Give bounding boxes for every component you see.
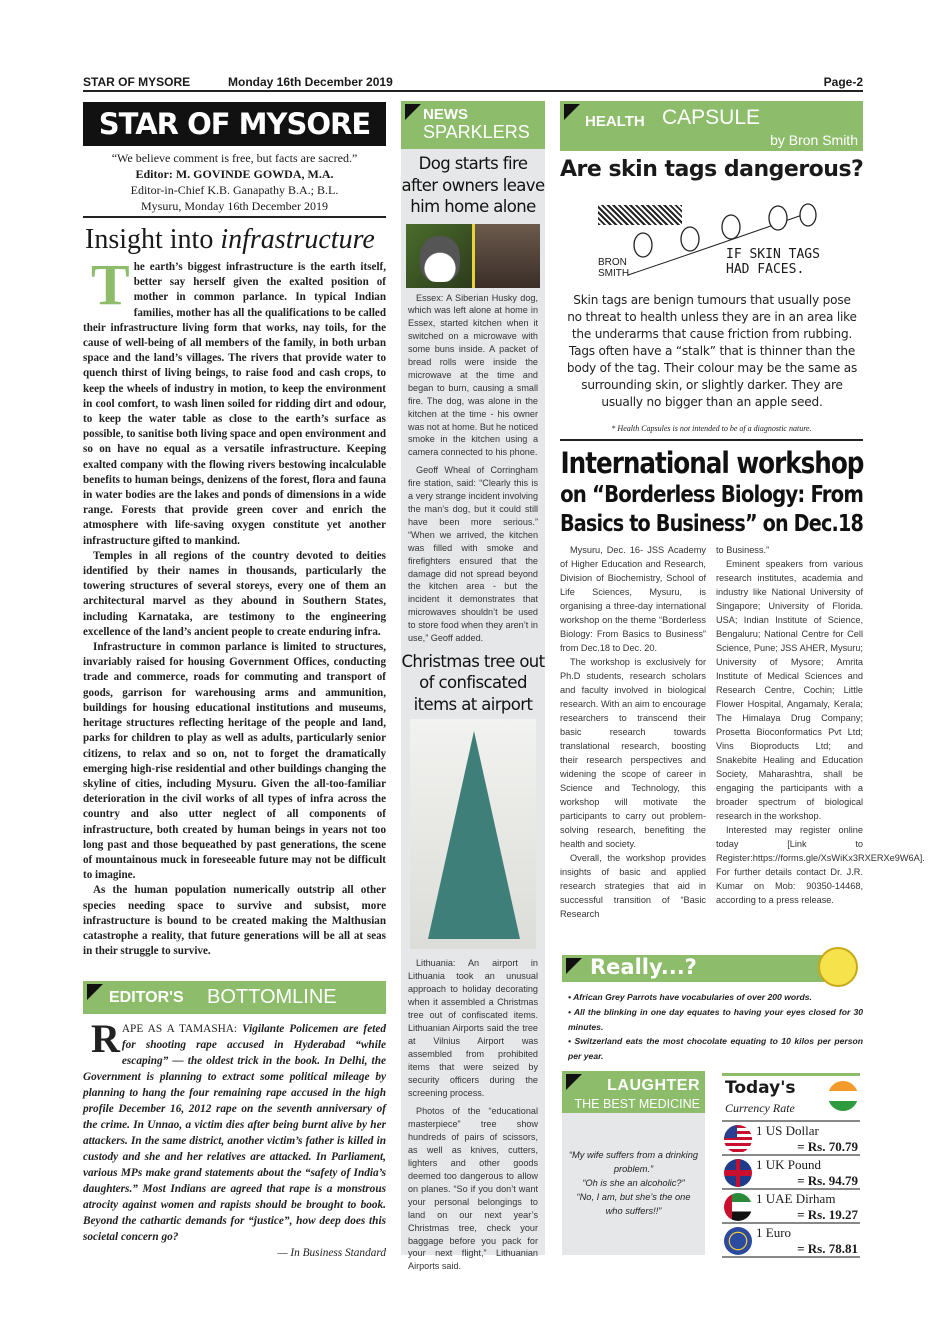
fact-item: • African Grey Parrots have vocabularies of over 200 words. xyxy=(568,992,812,1002)
paragraph: The workshop is exclusively for Ph.D students, research scholars and faculty involved in biological research. With an aim to encourage researchers to transcend their basic research towards translational research, boosting their research perspectives and widening the scope of career in Science and Technology, this workshop will motivate the participants to carry out problem-solving research, benefiting the health and society. xyxy=(560,657,706,849)
paragraph: Interested may register online today [Link to Register:https://forms.gle/XsWiKx3RXERXe9W6A]. For further details contact Dr. J.R. Kumar on Mob: 90350-14468, according to a press release. xyxy=(716,825,925,905)
header-paper: STAR OF MYSORE xyxy=(83,75,191,89)
bottomline-text: Vigilante Policemen are feted for shooting rape accused in Hyderabad “while escaping” — the oldest trick in the book. In Delhi, the Government is planning to extract some political mileage by planning to hang the four remaining rape accused in the high profile December 16, 2012 rape on the seventh anniversary of the crime. In Unnao, a victim dies after being burnt alive by her attackers. In the same district, another victim’s father is killed in custody and she and her relatives are attacked. In Parliament, various MPs make grand statements about the “safety of India’s daughters.” Most Indians are agreed that rape is a monstrous atrocity against women and rapists should be brought to book. Beyond the cathartic demands for “justice”, how deep does this societal concern go? xyxy=(83,1023,387,1243)
really-list xyxy=(568,990,863,1064)
husky-image xyxy=(406,224,472,288)
story-headline: Dog starts fire after owners leave him home alone xyxy=(401,154,545,216)
bottomline-body xyxy=(83,1016,387,1261)
editorial-body xyxy=(83,252,386,959)
currency-value: = Rs. 94.79 xyxy=(797,1173,858,1188)
dog-photo xyxy=(406,224,540,288)
laughter-header xyxy=(562,1071,705,1113)
cartoon-signature: BRON SMITH xyxy=(598,257,630,279)
workshop-col2 xyxy=(716,543,925,907)
paragraph: Infrastructure in common parlance is limited to structures, invariably raised for housing Government Offices, conducting trade and commerce, roads for commuting and transport of goods, garrison for warehousing arms and ammunition, buildings for housing educational institutions and museums, heritage structures reflecting heritage of the people and land, parks for children to play as well as adults, particularly senior citizens, to relax and so on, not to forget the dramatically emerging high-rise residential and other buildings changing the skyline of cities, including Mysuru. Given the all-too-familiar deterioration in the civil works of all types of infra across the country and also utter neglect of all components of infrastructure, both created by human beings in years not too long past and those bequeathed by past generations, the scene of mountainous muck in foreseeable future may not be difficult to imagine. xyxy=(83,641,386,882)
label-light: SPARKLERS xyxy=(423,122,530,142)
headline-line: International workshop xyxy=(560,446,863,480)
paragraph: to Business.” xyxy=(716,545,770,555)
source: — In Business Standard xyxy=(277,1247,386,1259)
divider xyxy=(83,216,386,218)
us-flag-icon xyxy=(724,1125,752,1153)
label-bold: NEWS xyxy=(423,106,468,123)
paragraph: Essex: A Siberian Husky dog, which was left alone at home in Essex, started kitchen when it switched on a microwave with some buns inside. A packet of bread rolls were inside the microwave at the time and began to burn, causing a small fire. The dog, was alone in the kitchen at the time - his owner was not at home. But he noticed smoke in the kitchen using a camera connected to his phone. xyxy=(408,292,538,458)
cartoon-caption: IF SKIN TAGS HAD FACES. xyxy=(726,247,820,277)
chief-editor-line: Editor-in-Chief K.B. Ganapathy B.A.; B.L. xyxy=(130,183,339,197)
paragraph: Geoff Wheal of Corringham fire station, said: “Clearly this is a very strange incident involving the man’s dog, but it could still have been more serious.” “When we arrived, the kitchen was filled with smoke and firefighters ensured that the damage did not spread beyond the kitchen area - but the incident it demonstrates that microwaves shouldn’t be used to store food when they aren’t in use,” Geoff added. xyxy=(408,465,538,644)
label-light: BOTTOMLINE xyxy=(207,986,337,1008)
really-header xyxy=(562,955,832,982)
divider xyxy=(560,439,863,441)
story2-body xyxy=(401,949,545,1273)
label-light: THE BEST MEDICINE xyxy=(574,1097,700,1111)
currency-name: 1 US Dollar xyxy=(756,1123,819,1138)
title-plain: Insight into xyxy=(85,224,221,255)
paragraph: Photos of the “educational masterpiece” tree show hundreds of pairs of scissors, as well as knives, cutters, lighters and other goods deemed too dangerous to allow on planes. “So if you don’t want your personal belongings to land on our next year’s Christmas tree, check your baggage before you pack for your next flight,” Lithuanian Airports said. xyxy=(408,1106,538,1272)
headline-line: on “Borderless Biology: From xyxy=(560,482,864,508)
corner-mark xyxy=(564,104,580,120)
kitchen-image xyxy=(475,224,541,288)
header-date: Monday 16th December 2019 xyxy=(228,75,393,89)
masthead-info xyxy=(83,150,386,214)
health-disclaimer: * Health Capsules is not intended to be of a diagnostic nature. xyxy=(611,424,812,433)
currency-header xyxy=(722,1076,860,1122)
label: Really...? xyxy=(590,955,697,979)
currency-row-aed xyxy=(722,1190,860,1224)
paragraph: As the human population numerically outstrip all other species needing space to survive and subsist, more infrastructure is bound to be created making the Malthusian catastrophe a reality, that future generations will be all at seas in their struggle to survive. xyxy=(83,884,386,958)
motto: “We believe comment is free, but facts are sacred.” xyxy=(111,151,358,165)
health-headline: Are skin tags dangerous? xyxy=(560,157,864,182)
lead: APE AS A TAMASHA: xyxy=(121,1023,238,1035)
eu-flag-icon xyxy=(724,1227,752,1255)
uae-flag-icon xyxy=(724,1193,752,1221)
corner-mark xyxy=(87,984,103,1000)
currency-row-usd xyxy=(722,1122,860,1156)
dropcap: R xyxy=(91,1016,120,1061)
paragraph: Mysuru, Dec. 16- JSS Academy of Higher Education and Research, Division of Biochemistry, School of Life Sciences, Mysuru, is organising a three-day international workshop on the theme “Borderless Biology: From Basics to Business” from Dec.18 to Dec. 20. xyxy=(560,545,706,653)
christmas-tree-photo xyxy=(410,719,536,949)
joke-line: “No, I am, but she’s the one who suffers!!” xyxy=(576,1192,691,1216)
workshop-headline xyxy=(560,446,863,539)
editor-line: Editor: M. GOVINDE GOWDA, M.A. xyxy=(135,167,334,181)
story-headline: Christmas tree out of confiscated items at airport xyxy=(401,651,545,714)
headline-line: Basics to Business” on Dec.18 xyxy=(559,511,864,537)
currency-subtitle: Currency Rate xyxy=(725,1101,795,1115)
story1-body xyxy=(401,288,545,645)
corner-mark xyxy=(566,1074,582,1090)
corner-mark xyxy=(405,104,421,120)
currency-value: = Rs. 70.79 xyxy=(797,1139,858,1154)
currency-name: 1 Euro xyxy=(756,1225,792,1240)
label-bold: LAUGHTER xyxy=(607,1077,700,1094)
skin-tags-cartoon xyxy=(598,203,818,283)
currency-row-eur xyxy=(722,1224,860,1258)
currency-name: 1 UK Pound xyxy=(756,1157,822,1172)
currency-row-gbp xyxy=(722,1156,860,1190)
joke xyxy=(562,1113,705,1218)
currency-value: = Rs. 78.81 xyxy=(797,1241,858,1256)
workshop-col1 xyxy=(560,543,706,921)
currency-value: = Rs. 19.27 xyxy=(797,1207,858,1222)
paragraph: Lithuania: An airport in Lithuania took an unusual approach to holiday decorating when it assembled a Christmas tree out of confiscated items. Lithuanian Airports said the tree at Vilnius Airport was assembled from prohibited items that were seized by security officers during the screening process. xyxy=(408,958,538,1098)
label-bold: HEALTH xyxy=(585,113,645,130)
byline: by Bron Smith xyxy=(770,132,858,148)
currency-title: Today's xyxy=(725,1078,796,1098)
label-bold: EDITOR'S xyxy=(109,989,184,1006)
paragraph: Temples in all regions of the country devoted to deities identified by their names in thousands, particularly the towering structures of several storeys, every one of them an architectural marvel as they abound in Southern States, including Karnataka, are testimony to the engineering excellence of the land’s ancient people to create enduring infra. xyxy=(83,549,386,638)
health-header xyxy=(560,101,863,151)
uk-flag-icon xyxy=(724,1159,752,1187)
corner-mark xyxy=(566,958,582,974)
fact-item: • All the blinking in one day equates to having your eyes closed for 30 minutes. xyxy=(568,1006,864,1032)
india-flag-icon xyxy=(828,1081,858,1111)
currency-box xyxy=(722,1073,860,1258)
page-number: Page-2 xyxy=(823,75,863,89)
label-light: CAPSULE xyxy=(662,106,761,129)
lightbulb-mascot-icon xyxy=(818,947,858,987)
fact-item: • Switzerland eats the most chocolate equating to 10 kilos per person per year. xyxy=(568,1036,863,1062)
joke-line: “Oh is she an alcoholic?” xyxy=(582,1178,685,1188)
title-italic: infrastructure xyxy=(220,224,375,255)
paragraph: Overall, the workshop provides insights of basic and applied research strategies that aid in successful transition of “Basic Research xyxy=(560,853,706,919)
sparklers-header xyxy=(401,101,545,149)
paragraph: he earth’s biggest infrastructure is the earth itself, better say herself given the exalted position of mother in common parlance. In typical Indian families, mother has all the qualifications to be called their infrastructure living form that works, nay toils, for the cause of well-being of all members of the family, in both urban space and the land’s villages. The rivers that provide water to quench thirst of living beings, to raise food and cash crops, to keep the wheels of industry in motion, to keep the environment in cool comfort, to wash linen soiled for ridding dirt and odour, to keep the water table as close to the earth’s surface as possible, to sanitise both living space and open environment and so on have no equal as a versatile infrastructure. Keeping exalted company with the flowing rivers bestowing incalculable benefits to human beings, denizens of the forest, flora and fauna in water bodies are the lakes and ponds of dimensions in a wide range. Forests that provide green cover and enrich the atmosphere with life-saving oxygen constitute yet another infrastructure gifted to mankind. xyxy=(83,261,386,547)
news-sparklers xyxy=(401,101,545,1272)
laughter-box xyxy=(562,1071,705,1255)
tree-icon xyxy=(428,731,520,939)
page-header xyxy=(83,74,863,92)
joke-line: “My wife suffers from a drinking problem.” xyxy=(568,1150,699,1174)
bottomline-header xyxy=(83,981,386,1014)
dropcap: T xyxy=(91,252,130,317)
paragraph: Eminent speakers from various research institutes, academia and industry like National University of Singapore; University of Florida. USA; Indian Institute of Science, Bengaluru; National Centre for Cell Science, Pune; JSS AHER, Mysuru; University of Mysore; Amrita Institute of Medical Sciences and Research Centre, Cochin; Little Flower Hospital, Angamaly, Kerala; The Himalaya Drug Company; Prosetta Bioconformatics Pvt Ltd; Vins Bioproducts Ltd; and Snakebite Healing and Education Society, Maharashtra, shall be engaging the participants with a broader spectrum of biological research in the workshop. xyxy=(716,559,863,821)
masthead-logo: STAR OF MYSORE xyxy=(83,102,386,146)
health-text: Skin tags are benign tumours that usually pose no threat to health unless they are in an area like the underarms that cause friction from rubbing. Tags often have a “stalk” that is thinner than the body of the tag. Their colour may be the same as surrounding skin, or slightly darker. They are usually no bigger than an apple seed. xyxy=(566,293,858,409)
dateline: Mysuru, Monday 16th December 2019 xyxy=(141,199,328,213)
currency-name: 1 UAE Dirham xyxy=(756,1191,836,1206)
